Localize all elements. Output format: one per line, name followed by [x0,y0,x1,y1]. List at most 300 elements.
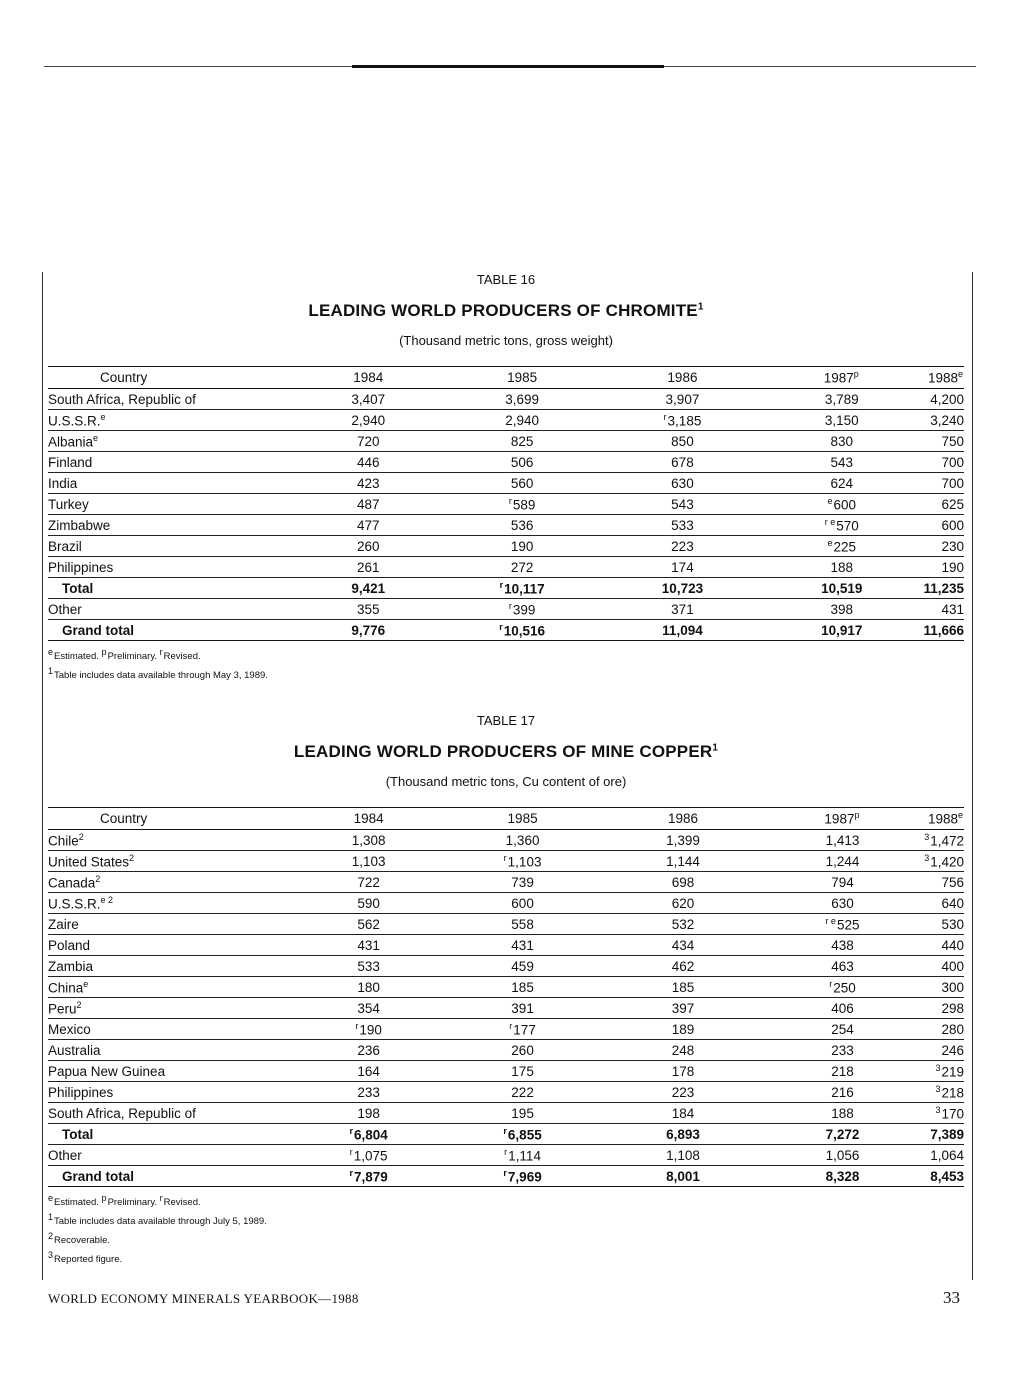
country-note-mark: e [83,978,89,989]
country-cell [48,1144,297,1165]
table-row [48,871,964,892]
country-cell [48,556,297,577]
value: 9,421 [351,580,386,596]
footnote [48,645,964,664]
value: 230 [941,538,964,554]
value: 177 [513,1022,536,1038]
footnote-text: Reported figure. [54,1254,123,1266]
value: 178 [671,1063,695,1079]
value: 7,389 [930,1126,964,1142]
value-cell [297,409,439,430]
value: 560 [510,475,534,491]
value: 3,150 [824,412,859,428]
value-cell [440,997,605,1018]
header-note-mark: e [957,810,963,820]
value-cell [760,619,923,640]
value-cell [924,892,964,913]
value-note-mark: e [827,495,833,506]
value: 354 [357,1000,380,1016]
value-cell [440,1039,605,1060]
value-cell [760,556,923,577]
value-cell [924,913,964,934]
value-cell [297,388,439,409]
column-header-label: 1987 [823,370,854,386]
table-row [48,409,964,430]
value-cell [439,430,604,451]
value: 543 [830,454,854,470]
chromite-table [48,366,964,641]
value-cell [923,493,964,514]
column-header-label: 1986 [667,810,699,826]
value: 3,907 [665,391,700,407]
value: 236 [357,1042,380,1058]
value: 1,244 [825,853,860,869]
value-cell [605,472,760,493]
value: 2,940 [351,412,386,428]
country-note-mark: 2 [129,852,135,863]
value-cell [605,892,760,913]
country-cell [48,577,297,598]
table-row [48,829,964,850]
country-name: Poland [48,937,91,953]
value: 219 [941,1064,964,1080]
value-cell [760,430,923,451]
table-row [48,1039,964,1060]
header-note-mark: e [957,369,963,379]
value: 250 [833,980,856,996]
value: 185 [511,979,534,995]
value-cell [923,472,964,493]
value: 190 [359,1022,382,1038]
country-name: South Africa, Republic of [48,1105,196,1121]
value-cell [605,1018,760,1039]
footnote [48,1248,964,1267]
value-cell [605,1060,760,1081]
value: 558 [511,916,534,932]
value-cell [923,619,964,640]
country-note-mark: 2 [95,873,101,884]
value: 397 [671,1000,695,1016]
value: 3,699 [505,391,540,407]
value-cell [605,577,760,598]
value-cell [761,1144,924,1165]
value-cell [761,913,924,934]
column-header-label: 1985 [507,810,538,826]
table-row [48,598,964,619]
footnote-mark: 1 [48,665,54,676]
value: 175 [511,1063,534,1079]
value: 825 [510,433,534,449]
value-note-mark: 3 [935,1104,941,1115]
country-cell [48,451,297,472]
footnote-mark: e [48,1192,54,1203]
country-cell [48,1060,297,1081]
value: 1,360 [505,832,540,848]
value-cell [761,871,924,892]
country-name: Zambia [48,958,94,974]
value: 6,893 [666,1126,700,1142]
value: 794 [831,874,854,890]
country-note-mark: e 2 [100,894,114,905]
value: 630 [671,475,694,491]
value: 10,117 [504,581,545,597]
value-cell [924,997,964,1018]
value: 625 [941,496,964,512]
value-cell [760,388,923,409]
footnote-mark: 2 [48,1230,54,1241]
value: 195 [511,1105,534,1121]
value: 10,917 [821,622,863,638]
country-name: India [48,475,78,491]
value: 3,240 [930,412,964,428]
value: 431 [357,937,380,953]
value-cell [760,451,923,472]
value: 184 [671,1105,695,1121]
value: 446 [357,454,380,470]
value: 1,399 [666,832,700,848]
value: 756 [941,874,964,890]
country-name: Turkey [48,496,89,512]
column-header-label: Country [100,810,148,826]
column-header [48,808,297,830]
table-subtitle: (Thousand metric tons, Cu content of ore) [385,774,627,789]
column-header-label: 1986 [667,369,698,385]
value: 399 [512,602,536,618]
value: 678 [671,454,694,470]
value-cell [297,1039,440,1060]
value: 1,108 [666,1147,700,1163]
value: 9,776 [351,622,386,638]
value: 722 [357,874,380,890]
column-header [297,367,439,389]
value-cell [440,976,605,997]
value: 260 [511,1042,534,1058]
value: 174 [671,559,694,575]
value: 720 [357,433,380,449]
value-cell [440,1060,605,1081]
value-cell [297,1060,440,1081]
value-cell [440,850,605,871]
value-cell [605,493,760,514]
footnote-text: Preliminary. [107,1196,160,1208]
value-note-mark: 3 [924,852,930,863]
value: 233 [831,1042,854,1058]
country-cell [48,955,297,976]
value-cell [439,451,604,472]
footnote-text: Table includes data available through May 3, 1989. [54,669,268,681]
value-cell [440,829,605,850]
value: 7,879 [353,1169,388,1185]
value-cell [440,1081,605,1102]
value-cell [605,598,760,619]
value: 400 [941,958,964,974]
country-cell [48,934,297,955]
value-cell [605,514,760,535]
value: 570 [836,518,859,534]
value: 562 [357,916,380,932]
value-cell [297,997,440,1018]
value-cell [605,556,760,577]
value: 1,103 [351,853,386,869]
value: 280 [941,1021,964,1037]
value: 189 [671,1021,695,1037]
value-cell [924,934,964,955]
value: 254 [831,1021,854,1037]
value: 4,200 [930,391,964,407]
table-row [48,1081,964,1102]
footnotes [48,645,964,683]
value: 536 [510,517,534,533]
value: 1,472 [930,833,964,849]
value: 434 [671,937,695,953]
column-header [605,367,760,389]
value-cell [760,577,923,598]
value-cell [761,1039,924,1060]
footnote-text: Estimated. [54,1196,102,1208]
table-16 [48,272,964,683]
column-header-label: 1988 [927,811,958,827]
value: 630 [831,895,854,911]
value-cell [605,1102,760,1123]
country-cell [48,1102,297,1123]
value: 246 [941,1042,964,1058]
value-cell [761,850,924,871]
value-cell [605,1039,760,1060]
country-name: China [48,980,84,996]
value: 170 [941,1106,964,1122]
value-cell [605,913,760,934]
value-cell [924,850,964,871]
value-cell [605,1144,760,1165]
column-header [924,808,964,830]
value-cell [440,955,605,976]
footnote-text: Recoverable. [54,1234,110,1246]
value-cell [440,1102,605,1123]
value-cell [297,955,440,976]
table-row [48,976,964,997]
value: 1,308 [351,832,386,848]
country-name: Grand total [62,1168,135,1184]
country-cell [48,619,297,640]
value: 620 [671,895,695,911]
country-cell [48,1018,297,1039]
value-note-mark: r [349,1146,353,1157]
country-name: Total [62,1126,94,1142]
value-cell [923,430,964,451]
value-cell [923,556,964,577]
footnote-mark: p [101,646,107,657]
country-name: U.S.S.R. [48,896,101,912]
value-cell [297,430,439,451]
value: 6,804 [353,1127,388,1143]
column-header [761,808,924,830]
value-cell [439,409,604,430]
country-name: South Africa, Republic of [48,391,196,407]
value-cell [923,598,964,619]
table-17 [48,713,964,1267]
country-name: Other [48,1147,82,1163]
column-header [440,808,605,830]
header-note-mark: p [854,810,860,820]
country-name: Australia [48,1042,101,1058]
value: 440 [941,937,964,953]
value-cell [297,892,440,913]
country-name: Finland [48,454,93,470]
value: 223 [671,538,694,554]
value-note-mark: 3 [924,831,930,842]
publication-title: WORLD ECONOMY MINERALS YEARBOOK—1988 [48,1291,359,1306]
country-cell [48,1081,297,1102]
value-note-mark: r [503,1125,507,1136]
value-cell [297,934,440,955]
value-note-mark: r e [824,516,836,527]
value: 2,940 [505,412,540,428]
value: 1,420 [930,854,964,870]
value: 225 [833,539,857,555]
column-header-label: 1987 [824,811,855,827]
value-cell [761,1081,924,1102]
table-row [48,955,964,976]
value-cell [924,955,964,976]
value: 260 [357,538,380,554]
value-cell [761,1123,924,1144]
value: 506 [510,454,534,470]
value-cell [297,577,439,598]
value-note-mark: r [349,1167,353,1178]
value: 431 [511,937,534,953]
value-note-mark: r [663,411,667,422]
value: 188 [831,1105,854,1121]
value: 532 [671,916,695,932]
table-title: LEADING WORLD PRODUCERS OF MINE COPPER$^1$ [293,742,719,761]
value: 1,075 [353,1148,388,1164]
country-name: Other [48,601,82,617]
country-name: Peru [48,1001,77,1017]
top-rule-bar [352,65,664,68]
country-name: Chile [48,833,79,849]
value-cell [924,1060,964,1081]
country-cell [48,892,297,913]
left-margin-line [42,272,43,1280]
table-caption: TABLE 16 [476,272,536,287]
value: 216 [831,1084,854,1100]
column-header [439,367,604,389]
value: 1,103 [507,854,542,870]
country-name: Philippines [48,559,114,575]
value: 750 [941,433,964,449]
column-header-label: 1984 [353,810,384,826]
value: 8,001 [666,1168,700,1184]
value-cell [761,829,924,850]
table-caption: TABLE 17 [476,713,536,728]
table-row [48,451,964,472]
value-note-mark: 3 [935,1062,941,1073]
country-name: Papua New Guinea [48,1063,166,1079]
value-cell [439,472,604,493]
value-cell [605,829,760,850]
value-cell [761,1060,924,1081]
value-cell [761,1102,924,1123]
country-cell [48,409,297,430]
value-note-mark: r [499,621,503,632]
value: 218 [831,1063,854,1079]
value-cell [297,871,440,892]
value: 3,407 [351,391,386,407]
value-cell [440,1165,605,1186]
table-row [48,535,964,556]
value: 438 [831,937,854,953]
country-cell [48,472,297,493]
country-cell [48,598,297,619]
value: 431 [941,601,964,617]
value-cell [297,1018,440,1039]
value: 7,969 [507,1169,542,1185]
value-cell [297,913,440,934]
value: 423 [357,475,380,491]
value: 198 [357,1105,380,1121]
value-cell [924,1165,964,1186]
table-row [48,514,964,535]
country-name: Philippines [48,1084,114,1100]
value-cell [605,1081,760,1102]
value-cell [605,1165,760,1186]
value-cell [761,934,924,955]
value-cell [605,388,760,409]
table-row [48,850,964,871]
footnote-mark: e [48,646,54,657]
footnote [48,1191,964,1210]
value-note-mark: r [503,1167,507,1178]
value-cell [439,514,604,535]
value-cell [605,997,760,1018]
value-cell [297,535,439,556]
value: 272 [510,559,534,575]
value-cell [761,892,924,913]
country-cell [48,997,297,1018]
value: 700 [941,475,964,491]
value: 700 [941,454,964,470]
country-name: U.S.S.R. [48,413,101,429]
header-row [48,808,964,830]
value-cell [924,1081,964,1102]
value-cell [760,598,923,619]
copper-table [48,807,964,1187]
value-cell [297,514,439,535]
value-cell [923,451,964,472]
country-name: Grand total [62,622,135,638]
value-cell [440,934,605,955]
table-row [48,493,964,514]
value-cell [297,1144,440,1165]
page-number: 33 [943,1288,960,1307]
table-row [48,1018,964,1039]
footnotes [48,1191,964,1268]
column-header [48,367,297,389]
value-cell [605,535,760,556]
country-cell [48,850,297,871]
table-row [48,556,964,577]
value: 850 [671,433,694,449]
value-cell [297,1123,440,1144]
value: 10,723 [661,580,704,596]
value-cell [297,1102,440,1123]
value-note-mark: r [509,1020,513,1031]
value: 739 [511,874,534,890]
table-row [48,1102,964,1123]
country-name: Zaire [48,916,79,932]
country-cell [48,976,297,997]
table-row [48,934,964,955]
